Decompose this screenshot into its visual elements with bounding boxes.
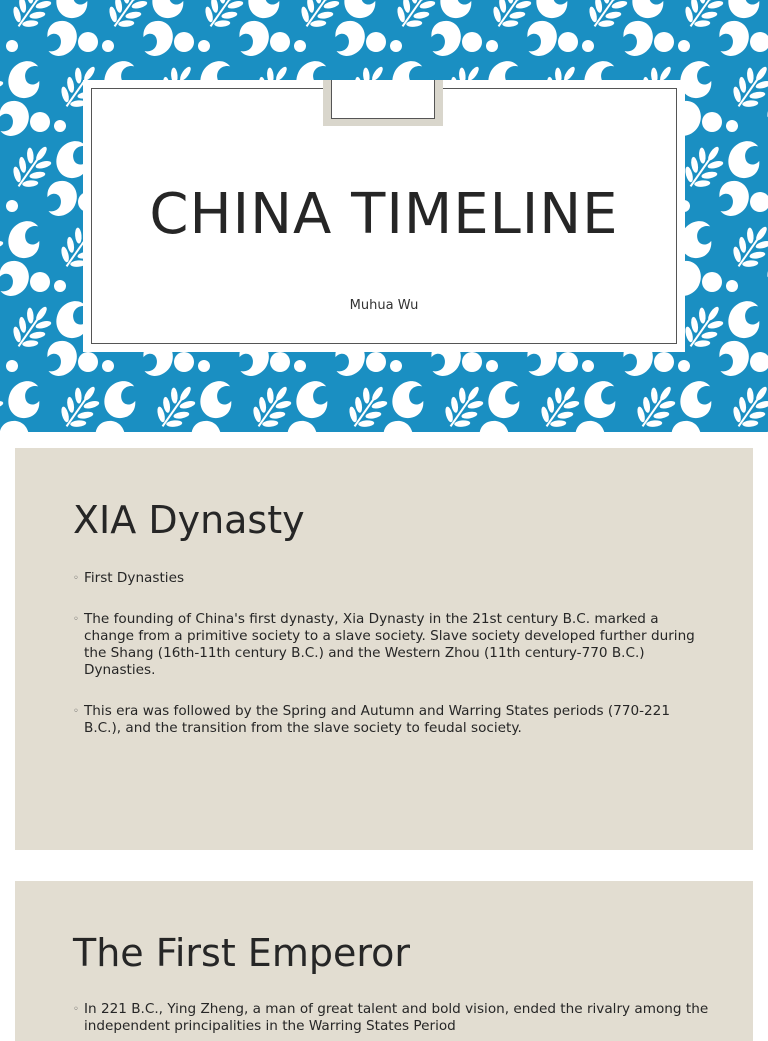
paisley-icon (291, 377, 335, 422)
list-item (73, 703, 703, 737)
title-card-tab-frame (331, 80, 435, 119)
dot-icon (486, 360, 498, 372)
paisley-icon (723, 0, 767, 23)
dot-icon (558, 352, 578, 372)
leaf-sprig-icon (725, 217, 768, 276)
bullet-marker: ◦ (73, 706, 79, 717)
dot-icon (390, 360, 402, 372)
dot-icon (270, 352, 290, 372)
dot-icon (390, 40, 402, 52)
paisley-icon (675, 377, 719, 422)
title-slide (0, 0, 768, 432)
dot-icon (174, 352, 194, 372)
dot-icon (486, 40, 498, 52)
leaf-sprig-icon (245, 377, 300, 432)
paisley-icon (760, 257, 768, 300)
paisley-icon (184, 417, 226, 432)
dot-icon (678, 40, 690, 52)
paisley-icon (520, 17, 562, 60)
leaf-sprig-icon (341, 377, 396, 432)
dot-icon (750, 192, 768, 212)
leaf-sprig-icon (437, 377, 492, 432)
paisley-icon (99, 377, 143, 422)
title-card (83, 80, 685, 352)
bullet-marker: ◦ (73, 573, 79, 584)
page-title: CHINA TIMELINE (149, 182, 619, 247)
dot-icon (198, 360, 210, 372)
slide-xia-dynasty (15, 448, 753, 850)
dot-icon (78, 352, 98, 372)
paisley-icon (136, 17, 178, 60)
dot-icon (750, 32, 768, 52)
dot-icon (462, 352, 482, 372)
paisley-icon (280, 417, 322, 432)
dot-icon (294, 40, 306, 52)
leaf-sprig-icon (725, 57, 768, 116)
dot-icon (78, 32, 98, 52)
paisley-icon (483, 377, 527, 422)
paisley-icon (3, 57, 47, 102)
leaf-sprig-icon (725, 377, 768, 432)
paisley-icon (627, 0, 671, 23)
dot-icon (750, 352, 768, 372)
leaf-sprig-icon (629, 377, 684, 432)
bullet-text: The founding of China's first dynasty, Xia Dynasty in the 21st century B.C. marked a change from a primitive society to a slave society. Slave society developed further during the Shang (16th-11th century B.C.) and the Western Zhou (11th century-770 B.C.) Dynasties. (84, 611, 695, 678)
dot-icon (702, 272, 722, 292)
paisley-icon (232, 17, 274, 60)
paisley-icon (472, 417, 514, 432)
dot-icon (366, 352, 386, 372)
dot-icon (102, 360, 114, 372)
paisley-icon (568, 417, 610, 432)
bullet-list (73, 570, 703, 761)
bullet-marker: ◦ (73, 614, 79, 625)
paisley-icon (712, 17, 754, 60)
leaf-sprig-icon (53, 377, 108, 432)
dot-icon (174, 32, 194, 52)
dot-icon (294, 360, 306, 372)
dot-icon (726, 280, 738, 292)
slide-first-emperor (15, 881, 753, 1041)
paisley-icon (40, 17, 82, 60)
dot-icon (30, 112, 50, 132)
leaf-sprig-icon (533, 377, 588, 432)
paisley-icon (579, 377, 623, 422)
paisley-icon (51, 0, 95, 23)
paisley-icon (435, 0, 479, 23)
paisley-icon (88, 417, 130, 432)
paisley-icon (3, 377, 47, 422)
dot-icon (558, 32, 578, 52)
dot-icon (582, 360, 594, 372)
slide-heading: XIA Dynasty (73, 498, 305, 542)
dot-icon (30, 272, 50, 292)
dot-icon (726, 120, 738, 132)
dot-icon (654, 352, 674, 372)
dot-icon (678, 360, 690, 372)
dot-icon (6, 40, 18, 52)
title-card-tab (323, 80, 443, 126)
subtitle-author: Muhua Wu (349, 298, 419, 313)
bullet-text: This era was followed by the Spring and Autumn and Warring States periods (770-221 B.C.), and the transition from the slave society to feudal society. (84, 703, 670, 736)
bullet-list (73, 1001, 713, 1035)
paisley-icon (723, 297, 767, 342)
paisley-icon (531, 0, 575, 23)
paisley-icon (616, 17, 658, 60)
dot-icon (582, 40, 594, 52)
dot-icon (654, 32, 674, 52)
bullet-marker: ◦ (73, 1004, 79, 1015)
paisley-icon (760, 417, 768, 432)
dot-icon (6, 360, 18, 372)
paisley-icon (0, 417, 34, 432)
list-item (73, 570, 703, 587)
paisley-icon (195, 377, 239, 422)
paisley-icon (40, 337, 82, 380)
paisley-icon (147, 0, 191, 23)
dot-icon (6, 200, 18, 212)
dot-icon (462, 32, 482, 52)
paisley-icon (243, 0, 287, 23)
paisley-icon (0, 97, 34, 140)
dot-icon (366, 32, 386, 52)
bullet-text: In 221 B.C., Ying Zheng, a man of great talent and bold vision, ended the rivalry among the independent principalities in the Warring States Period (84, 1001, 709, 1034)
paisley-icon (0, 257, 34, 300)
paisley-icon (339, 0, 383, 23)
leaf-sprig-icon (149, 377, 204, 432)
dot-icon (702, 112, 722, 132)
dot-icon (270, 32, 290, 52)
paisley-icon (3, 217, 47, 262)
dot-icon (54, 120, 66, 132)
slide-heading: The First Emperor (73, 931, 410, 975)
paisley-icon (40, 177, 82, 220)
paisley-icon (376, 417, 418, 432)
paisley-icon (424, 17, 466, 60)
list-item (73, 1001, 713, 1035)
list-item (73, 611, 703, 679)
paisley-icon (712, 337, 754, 380)
paisley-icon (723, 137, 767, 182)
dot-icon (198, 40, 210, 52)
paisley-icon (712, 177, 754, 220)
paisley-icon (328, 17, 370, 60)
paisley-icon (664, 417, 706, 432)
dot-icon (54, 280, 66, 292)
paisley-icon (760, 97, 768, 140)
dot-icon (102, 40, 114, 52)
bullet-text: First Dynasties (84, 570, 185, 586)
paisley-icon (387, 377, 431, 422)
